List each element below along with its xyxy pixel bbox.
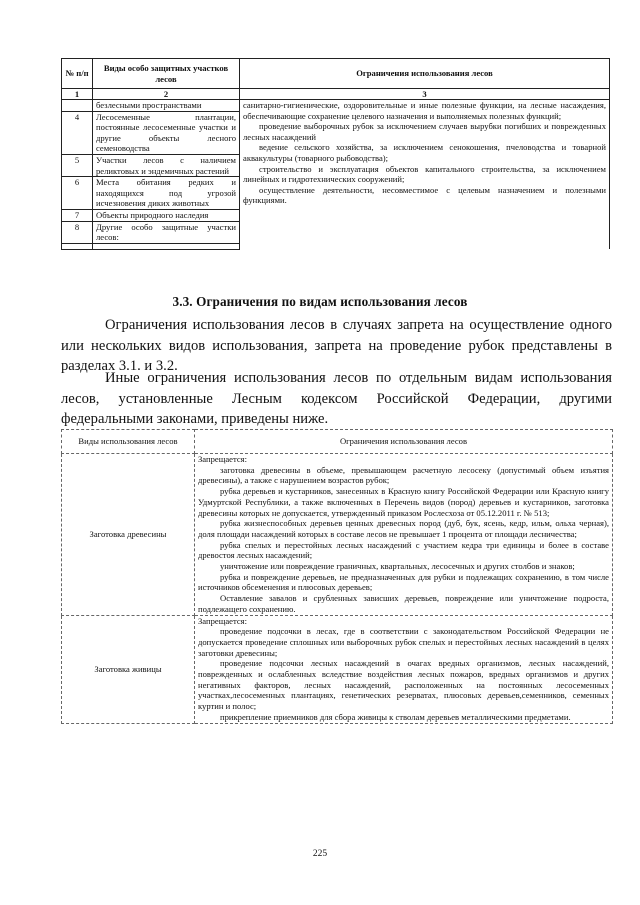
table-spacer (62, 243, 93, 249)
row-num (62, 100, 93, 112)
row-area-type: Объекты природного наследия (93, 209, 240, 221)
header-usage-type: Виды использования лесов (62, 430, 195, 454)
colnum-2: 2 (93, 89, 240, 100)
usage-type-timber: Заготовка древесины (62, 454, 195, 616)
header-area-type: Виды особо защитных участков лесов (93, 59, 240, 89)
row-num: 4 (62, 111, 93, 154)
page-number: 225 (312, 849, 328, 859)
colnum-3: 3 (240, 89, 610, 100)
limits-line: санитарно-гигиенические, оздоровительные и иные полезные функции, на лесные насаждения, обеспечивающие сохранение целевого назначения и выполняемых полезных функций; (243, 100, 606, 121)
usage-limits-resin (195, 615, 613, 723)
usage-type-resin: Заготовка живицы (62, 615, 195, 723)
limit-line: Запрещается: (198, 615, 247, 626)
usage-limits-table (61, 429, 613, 724)
row-area-type: безлесными пространствами (93, 100, 240, 112)
limits-line: проведение выборочных рубок за исключением случаев вырубки погибших и поврежденных лесных насаждений (243, 121, 606, 142)
limit-line: рубка и повреждение деревьев, не предназначенных для рубки и подлежащих сохранению, в том числе источников обсеменения и плюсовых деревьев; (198, 571, 609, 593)
row-area-type: Другие особо защитные участки лесов: (93, 221, 240, 243)
limits-cell (240, 100, 610, 250)
row-num: 8 (62, 221, 93, 243)
header-num: № п/п (62, 59, 93, 89)
row-area-type: Участки лесов с наличием реликтовых и эндемичных растений (93, 154, 240, 176)
limit-line: проведение подсочки в лесах, где в соответствии с законодательством Российской Федерации не допускается проведение сплошных или выборочных рубок спелых и перестойных лесных насаждений в целях заготовки древесины; (198, 626, 609, 658)
paragraph-restrictions: Ограничения использования лесов в случаях запрета на осуществление одного или нескольких видов использования, запрета на проведение рубок представлены в разделах 3.1. и 3.2. (61, 317, 612, 374)
limit-line: Запрещается: (198, 454, 247, 464)
colnum-1: 1 (62, 89, 93, 100)
row-num: 7 (62, 209, 93, 221)
paragraph-other-restrictions: Иные ограничения использования лесов по отдельным видам использования лесов, установленные Лесным кодексом Российской Федерации, другими федеральными законами, приведены ниже. (61, 370, 612, 427)
protected-areas-table (61, 58, 610, 250)
row-num: 6 (62, 177, 93, 210)
limit-line: Оставление завалов и срубленных зависших деревьев, повреждение или уничтожение подроста, подлежащего сохранению. (198, 593, 609, 614)
header-limits: Ограничения использования лесов (240, 59, 610, 89)
limits-line: строительство и эксплуатация объектов капитального строительства, за исключением линейных и гидротехнических сооружений; (243, 163, 606, 185)
limits-line: осуществление деятельности, несовместимое с целевым назначением и полезными функциями. (243, 184, 606, 206)
row-num: 5 (62, 154, 93, 176)
limits-line: ведение сельского хозяйства, за исключением сенокошения, пчеловодства и товарной аквакультуры (товарного рыбоводства); (243, 142, 606, 163)
table-spacer (93, 243, 240, 249)
limit-line: заготовка древесины в объеме, превышающем расчетную лесосеку (допустимый объем изъятия древесины), а также с нарушением возрастов рубок; (198, 464, 609, 486)
limit-line: прикрепление приемников для сбора живицы к стволам деревьев металлическими предметами. (220, 711, 571, 722)
row-area-type: Места обитания редких и находящихся под угрозой исчезновения диких животных (93, 177, 240, 210)
limit-line: уничтожение или повреждение граничных, квартальных, лесосечных и других столбов и знаков; (220, 561, 575, 572)
limit-line: рубка деревьев и кустарников, занесенных в Красную книгу Российской Федерации или Красную книгу Удмуртской Республики, а также включенных в Перечень видов (пород) деревьев и кустарников, заготовка древесины которых не допускается, утвержденный приказом Рослесхоза от 05.12.2011 г. № 513; (198, 486, 609, 518)
limit-line: рубка спелых и перестойных лесных насаждений с участием кедра три единицы и более в составе древостоя лесных насаждений; (198, 539, 609, 561)
limit-line: проведение подсочки лесных насаждений в очагах вредных организмов, лесных насаждений, поврежденных и ослабленных вследствие воздействия лесных пожаров, вредных организмов и других негативных факторов, лесных насаждений, расположенных на постоянных лесосеменных участках,лесосеменных плантациях, генетических резерватах, плюсовых деревьев,семенников, семенных куртин и полос; (198, 658, 609, 712)
row-area-type: Лесосеменные плантации, постоянные лесосеменные участки и другие объекты лесного семеноводства (93, 111, 240, 154)
header-usage-limits: Ограничения использования лесов (195, 430, 613, 454)
limit-line: рубка жизнеспособных деревьев ценных древесных пород (дуб, бук, ясень, кедр, ильм, ольха черная), доля площади насаждений которых в составе лесов не превышает 1 процента от площади лесничества; (198, 518, 609, 539)
section-title: 3.3. Ограничения по видам использования лесов (172, 294, 468, 309)
usage-limits-timber (195, 454, 613, 616)
